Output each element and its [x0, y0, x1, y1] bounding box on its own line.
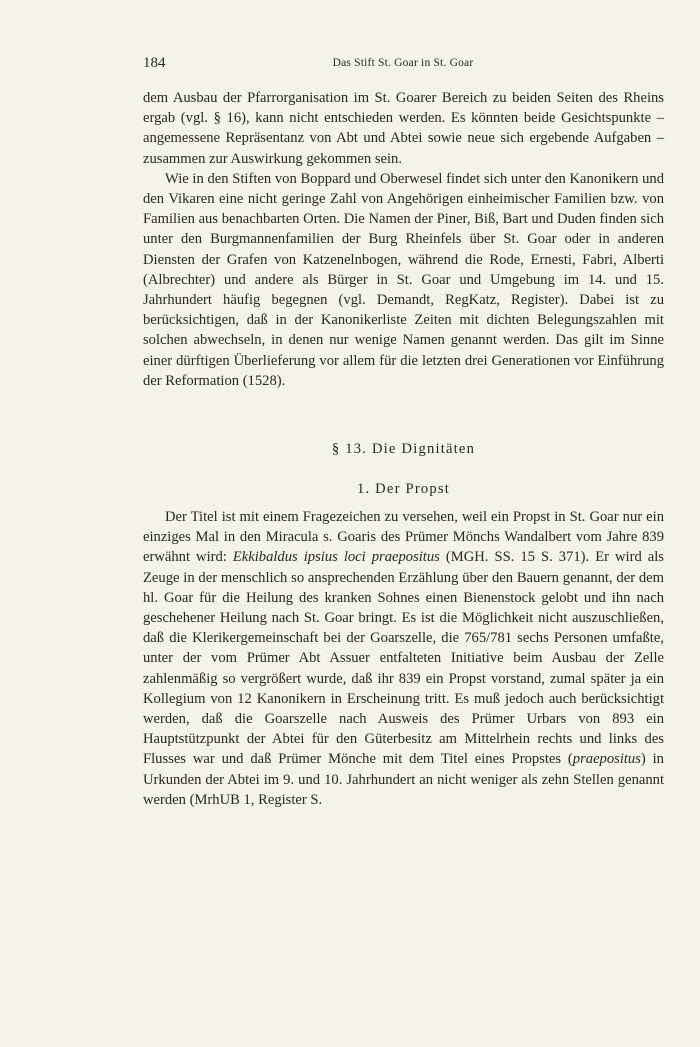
paragraph-continuation: dem Ausbau der Pfarrorganisation im St. Goarer Bereich zu beiden Seiten des Rheins ergab (vgl. § 16), kann nicht entschieden werden. Es könnten beide Gesichtspunkte – angemessene Repräsentanz von Abt und Abtei sowie neue sich ergebende Aufgaben – zusammen zur Auswirkung gekommen sein. [143, 90, 664, 167]
text-run: (MGH. SS. 15 S. 371). Er wird als Zeuge in der menschlich so ansprechenden Erzählung über den Bauern genannt, der dem hl. Goar für die Heilung des kranken Sohnes einen Bienenstock gelobt und ihn nach geschehener Heilung nach St. Goar bringt. Es ist die Möglichkeit nicht auszuschließen, daß die Klerikergemeinschaft bei der Goarszelle, die 765/781 sechs Personen umfaßte, unter der vom Prümer Abt Assuer entfalteten Initiative beim Ausbau der Zelle zahlenmäßig so vergrößert wurde, daß ihr 839 ein Propst vorstand, zumal später ja ein Kollegium von 12 Kanonikern in Erscheinung tritt. Es muß jedoch auch berücksichtigt werden, daß die Goarszelle nach Ausweis des Prümer Urbars von 893 ein Hauptstützpunkt der Abtei für den Güterbesitz am Mittelrhein rechts und links des Flusses war und daß Prümer Mönche mit dem Titel eines Propstes ( [143, 549, 664, 768]
latin-term: praepositus [572, 751, 641, 768]
paragraph-families: Wie in den Stiften von Boppard und Oberwesel findet sich unter den Kanonikern und den Vikaren eine nicht geringe Zahl von Angehörigen einheimischer Familien bzw. von Familien aus benachbarten Orten. Die Namen der Piner, Biß, Bart und Duden finden sich unter den Burgmannenfamilien der Burg Rheinfels über St. Goar oder in anderen Diensten der Grafen von Katzenelnbogen, während die Rode, Ernesti, Fabri, Alberti (Albrechter) und andere als Bürger in St. Goar und Umgebung im 14. und 15. Jahrhundert häufig begegnen (vgl. Demandt, RegKatz, Register). Dabei ist zu berücksichtigen, daß in der Kanonikerliste Zeiten mit dichten Belegungszahlen mit solchen abwechseln, in denen nur wenige Namen genannt werden. Das gilt im Sinne einer dürftigen Überlieferung vor allem für die letzten drei Generationen vor Einführung der Reformation (1528). [143, 170, 664, 389]
subsection-heading: 1. Der Propst [356, 481, 451, 498]
body-text [143, 88, 664, 810]
running-head: Das Stift St. Goar in St. Goar [332, 57, 474, 69]
text-run: Der Titel ist mit einem Fragezeichen zu versehen, weil ein Propst in St. Goar nur ein einziges Mal in den Miracula s. Goaris des Prümer Mönchs Wandalbert vom Jahre 839 erwähnt wird: [143, 509, 664, 566]
paragraph-propst [143, 507, 664, 810]
latin-quote: Ekkibaldus ipsius loci praepositus [232, 549, 440, 566]
page-header [143, 55, 663, 77]
text-run: ) in Urkunden der Abtei im 9. und 10. Jahrhundert an nicht weniger als zehn Stellen genannt werden (MrhUB 1, Register S. [143, 751, 664, 808]
section-heading: § 13. Die Dignitäten [331, 441, 476, 458]
page-number: 184 [143, 55, 166, 71]
